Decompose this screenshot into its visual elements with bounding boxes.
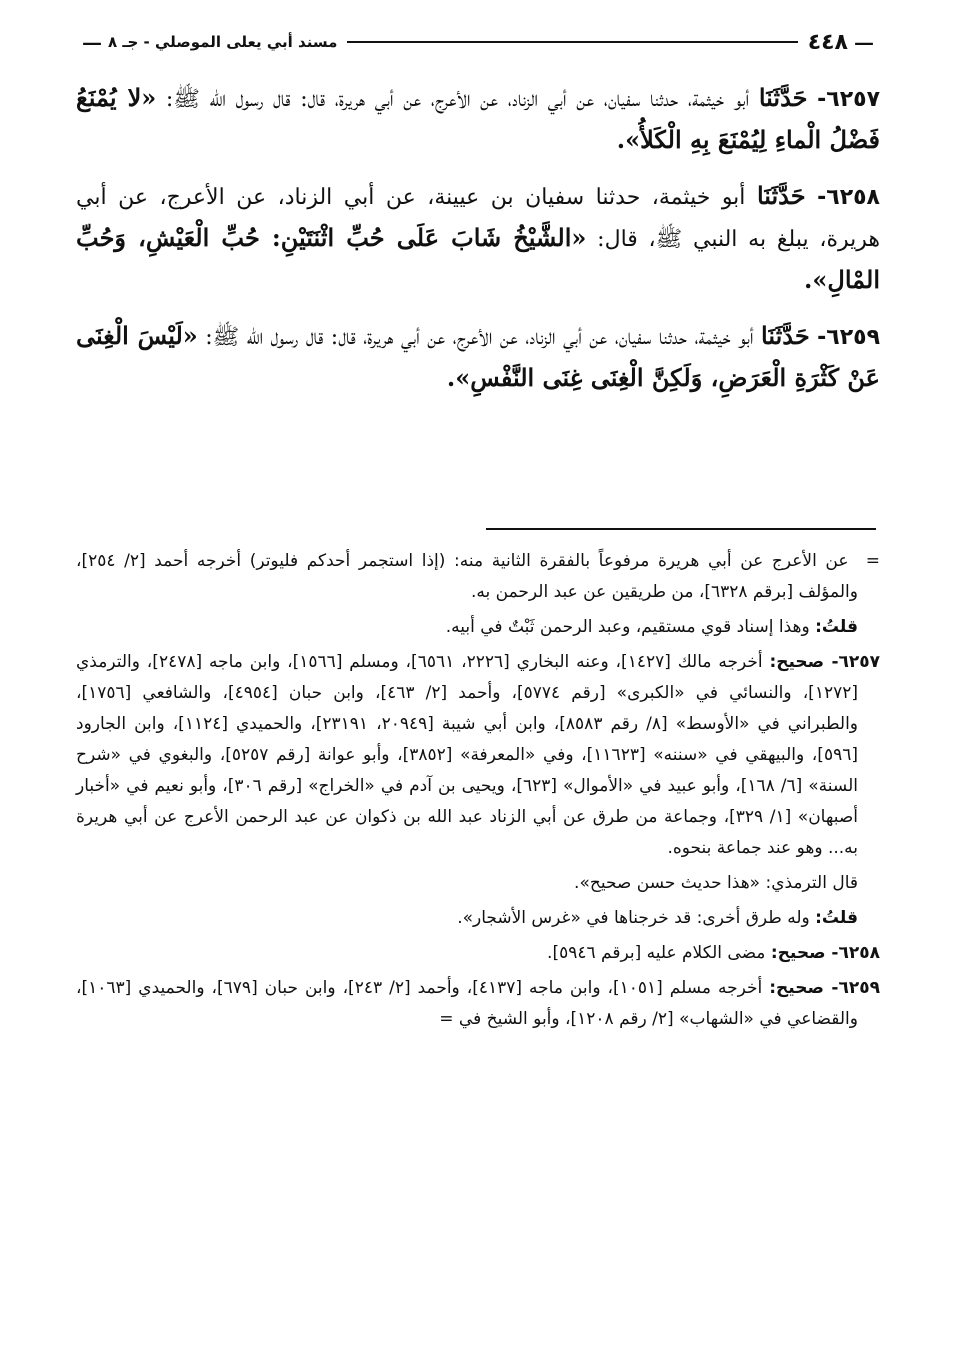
hadith-isnad: أبو خيثمة، حدثنا سفيان بن عيينة، عن أبي الزناد، عن الأعرج، عن أبي هريرة، يبلغ به النبي ﷺ، قال: (76, 185, 880, 252)
footnote-text: وهذا إسناد قوي مستقيم، وعبد الرحمن ثَبْتٌ في أبيه. (445, 617, 810, 637)
page-header (76, 26, 880, 58)
hadith-number: ٦٢٥٧- (817, 87, 881, 112)
footnote-text: عن الأعرج عن أبي هريرة مرفوعاً بالفقرة الثانية منه: (إذا استجمر أحدكم فليوتر) أخرجه أحمد [٢/ ٢٥٤]، والمؤلف [برقم ٦٣٢٨]، من طريقين عن عبد الرحمن به. (76, 551, 858, 602)
footnote-separator (486, 528, 876, 530)
footnote-6257 (76, 647, 880, 864)
hadith-6258 (76, 176, 880, 302)
footnote-text: وله طرق أخرى: قد خرجناها في «غرس الأشجار». (457, 908, 810, 928)
footnote-6259 (76, 973, 880, 1035)
hadith-number: ٦٢٥٩- (817, 325, 881, 350)
haddathana: حَدَّثَنَا (761, 321, 810, 350)
qult-label: قلتُ: (815, 617, 858, 637)
footnote-text: مضى الكلام عليه [برقم ٥٩٤٦]. (547, 943, 766, 963)
footnote-qult-2 (76, 903, 880, 934)
header-dash-end: — (82, 30, 102, 54)
hadith-isnad: أبو خيثمة، حدثنا سفيان، عن أبي الزناد، عن الأعرج، عن أبي هريرة، قال: قال رسول الله ﷺ: (165, 87, 750, 112)
qult-label: قلتُ: (815, 908, 858, 928)
haddathana: حَدَّثَنَا (758, 83, 808, 112)
hadith-6257 (76, 78, 880, 162)
hadith-isnad: أبو خيثمة، حدثنا سفيان، عن أبي الزناد، عن الأعرج، عن أبي هريرة، قال: قال رسول الله ﷺ: (205, 325, 754, 350)
footnote-tirmidhi (76, 868, 880, 899)
hadith-number: ٦٢٥٨- (817, 185, 880, 210)
footnote-label: ٦٢٥٩- صحيح: (769, 978, 880, 998)
footnotes (76, 546, 880, 1039)
footnote-text: أخرجه مالك [١٤٢٧]، وعنه البخاري [٢٢٢٦، ٦٥٦١]، ومسلم [١٥٦٦]، وابن ماجه [٢٤٧٨]، والترمذي [١٢٧٢]، والنسائي في «الكبرى» [رقم ٥٧٧٤]، وأحمد [٢/ ٤٦٣]، وابن حبان [٤٩٥٤]، والشافعي [١٧٥٦]، والطبراني في «الأوسط» [٨/ رقم ٨٥٨٣]، وابن أبي شيبة [٢٠٩٤٩، ٢٣١٩١]، والحميدي [١١٢٤]، وابن الجارود [٥٩٦]، والبيهقي في «سننه» [١١٦٢٣]، وفي «المعرفة» [٣٨٥٢]، وأبو عوانة [رقم ٥٢٥٧]، والبغوي في «شرح السنة» [٦/ ١٦٨]، وأبو عبيد في «الأموال» [٦٢٣]، ويحيى بن آدم في «الخراج» [رقم ٣٠٦]، وأبو نعيم في «أخبار أصبهان» [١/ ٣٢٩]، وجماعة من طرق عن أبي الزناد عبد الله بن ذكوان عن عبد الرحمن الأعرج عن أبي هريرة به... وهو عند جماعة بنحوه. (76, 652, 859, 858)
book-title: مسند أبي يعلى الموصلي - جـ ٨ (108, 33, 338, 51)
footnote-label: ٦٢٥٧- صحيح: (769, 652, 881, 672)
continuation-marker: = (865, 551, 880, 571)
hadith-matn: «لَيْسَ الْغِنَى عَنْ كَثْرَةِ الْعَرَضِ، وَلَكِنَّ الْغِنَى غِنَى النَّفْسِ». (76, 321, 880, 392)
footnote-label: ٦٢٥٨- صحيح: (770, 943, 880, 963)
hadith-6259 (76, 316, 880, 400)
footnote-text: قال الترمذي: «هذا حديث حسن صحيح». (574, 873, 858, 893)
haddathana: حَدَّثَنَا (756, 181, 806, 210)
footnote-6258 (76, 938, 880, 969)
footnote-continuation (76, 546, 880, 608)
hadith-matn: «الشَّيْخُ شَابَ عَلَى حُبِّ اثْنَتَيْنِ: حُبِّ الْعَيْشِ، وَحُبِّ المْالِ». (76, 223, 880, 294)
header-dash: — (854, 30, 874, 54)
footnote-qult-1 (76, 612, 880, 643)
page-number: ٤٤٨ (807, 29, 848, 55)
footnote-text: أخرجه مسلم [١٠٥١]، وابن ماجه [٤١٣٧]، وأحمد [٢/ ٢٤٣]، وابن حبان [٦٧٩]، والحميدي [١٠٦٣]، والقضاعي في «الشهاب» [٢/ رقم ١٢٠٨]، وأبو الشيخ في = (76, 978, 858, 1029)
hadith-matn: «لا يُمْنَعُ فَضْلُ الْماءِ لِيُمْنَعَ بِهِ الْكَلأُ». (76, 83, 880, 154)
main-text (76, 78, 880, 414)
header-rule (347, 41, 797, 43)
